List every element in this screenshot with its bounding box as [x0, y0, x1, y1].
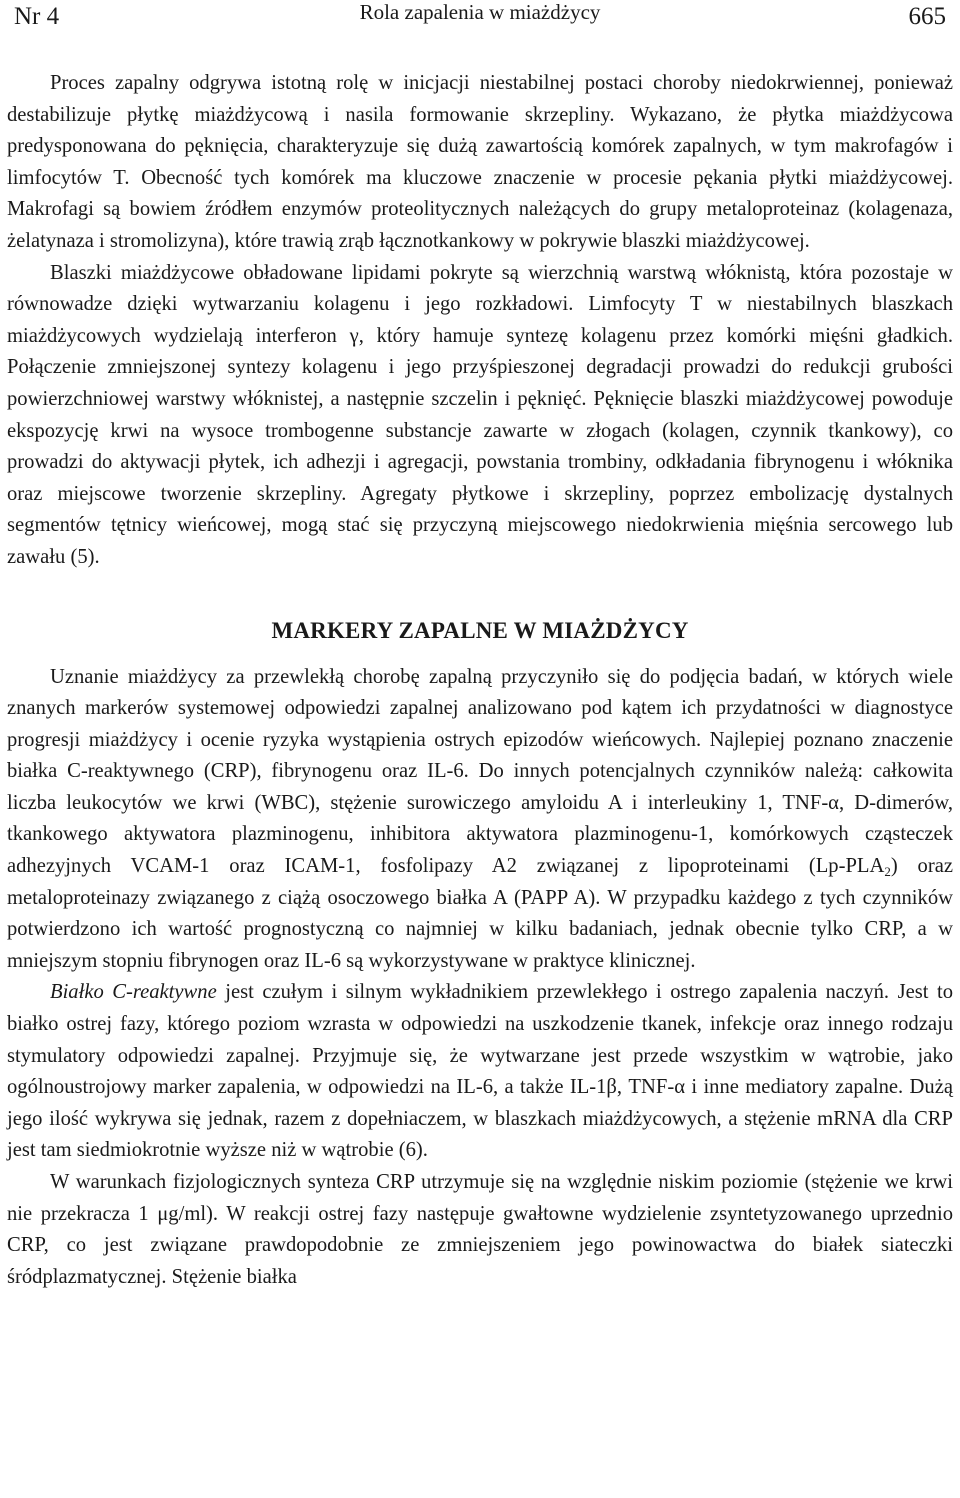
- paragraph-inflammatory-markers: [7, 662, 953, 978]
- paragraph-crp: [7, 977, 953, 1167]
- markers-text-part-1: Uznanie miażdżycy za przewlekłą chorobę zapalną przyczyniło się do podjęcia badań, w których wiele znanych markerów systemowej odpowiedzi zapalnej analizowano pod kątem ich przydatności w diagnostyce progresji miażdżycy i ocenie ryzyka wystąpienia ostrych epizodów wieńcowych. Najlepiej poznano znaczenie białka C-reaktywnego (CRP), fibrynogenu oraz IL-6. Do innych potencjalnych czynników należą: całkowita liczba leukocytów we krwi (WBC), stężenie surowiczego amyloidu A i interleukiny 1, TNF-α, D-dimerów, tkankowego aktywatora plazminogenu, inhibitora aktywatora plazminogenu-1, komórkowych cząsteczek adhezyjnych VCAM-1 oraz ICAM-1, fosfolipazy A2 związanej z lipoproteinami (Lp-PLA: [7, 665, 953, 878]
- running-header: [7, 0, 953, 40]
- paragraph-fibrous-cap: Blaszki miażdżycowe obładowane lipidami pokryte są wierzchnią warstwą włóknistą, która pozostaje w równowadze dzięki wytwarzaniu kolagenu i jego rozkładowi. Limfocyty T w niestabilnych blaszkach miażdżycowych wydzielają interferon γ, który hamuje syntezę kolagenu przez komórki mięśni gładkich. Połączenie zmniejszonej syntezy kolagenu i jego przyśpieszonej degradacji prowadzi do redukcji grubości powierzchniowej warstwy włóknistej, a następnie szczelin i pęknięć. Pęknięcie blaszki miażdżycowej powoduje ekspozycję krwi na wysoce trombogenne substancje zawarte w złogach (kolagen, czynnik tkankowy), co prowadzi do aktywacji płytek, ich adhezji i agregacji, powstania trombiny, odkładania fibrynogenu i włóknika oraz miejscowe tworzenie skrzepliny. Agregaty płytkowe i skrzepliny, poprzez embolizację dystalnych segmentów tętnicy wieńcowej, mogą stać się przyczyną miejscowego niedokrwienia mięśnia sercowego lub zawału (5).: [7, 261, 953, 568]
- markers-text-part-2: ) oraz metaloproteinazy związanego z ciążą osoczowego białka A (PAPP A). W przypadku każdego z tych czynników potwierdzono ich wartość prognostyczną co najmniej w kilku badaniach, jednak obecnie tylko CRP, a w mniejszym stopniu fibrynogen oraz IL-6 są wykorzystywane w praktyce klinicznej.: [7, 855, 953, 972]
- page-number: 665: [908, 3, 946, 30]
- crp-text: jest czułym i silnym wykładnikiem przewlekłego i ostrego zapalenia naczyń. Jest to białko ostrej fazy, którego poziom wzrasta w odpowiedzi na uszkodzenie tkanek, infekcje oraz innego rodzaju stymulatory odpowiedzi zapalnej. Przyjmuje się, że wytwarzane jest przede wszystkim w wątrobie, jako ogólnoustrojowy marker zapalenia, w odpowiedzi na IL-6, a także IL-1β, TNF-α i inne mediatory zapalne. Dużą jego ilość wykrywa się jednak, razem z dopełniaczem, w blaszkach miażdżycowych, a stężenie mRNA dla CRP jest tam siedmiokrotnie wyższe niż w wątrobie (6).: [7, 981, 954, 1162]
- article-body: [7, 68, 953, 1293]
- subscript-2: 2: [884, 864, 891, 880]
- issue-number: Nr 4: [14, 3, 60, 30]
- italic-term-crp: Białko C-reaktywne: [50, 981, 217, 1004]
- running-title: Rola zapalenia w miażdżycy: [359, 0, 601, 24]
- section-heading: MARKERY ZAPALNE W MIAŻDŻYCY: [271, 617, 689, 643]
- paragraph-crp-physiology: W warunkach fizjologicznych synteza CRP utrzymuje się na względnie niskim poziomie (stężenie we krwi nie przekracza 1 μg/ml). W reakcji ostrej fazy następuje gwałtowne wydzielenie zsyntetyzowanego uprzednio CRP, co jest związane prawdopodobnie ze zmniejszeniem jego powinowactwa do białek siateczki śródplazmatycznej. Stężenie białka: [7, 1171, 953, 1288]
- paragraph-inflammation-plaque: Proces zapalny odgrywa istotną rolę w inicjacji niestabilnej postaci choroby niedokrwiennej, ponieważ destabilizuje płytkę miażdżycową i nasila formowanie skrzepliny. Wykazano, że płytka miażdżycowa predysponowana do pęknięcia, charakteryzuje się dużą zawartością komórek zapalnych, w tym makrofagów i limfocytów T. Obecność tych komórek ma kluczowe znaczenie w procesie pękania płytki miażdżycowej. Makrofagi są bowiem źródłem enzymów proteolitycznych należących do grupy metaloproteinaz (kolagenaza, żelatynaza i stromolizyna), które trawią zrąb łącznotkankowy w pokrywie blaszki miażdżycowej.: [7, 72, 953, 252]
